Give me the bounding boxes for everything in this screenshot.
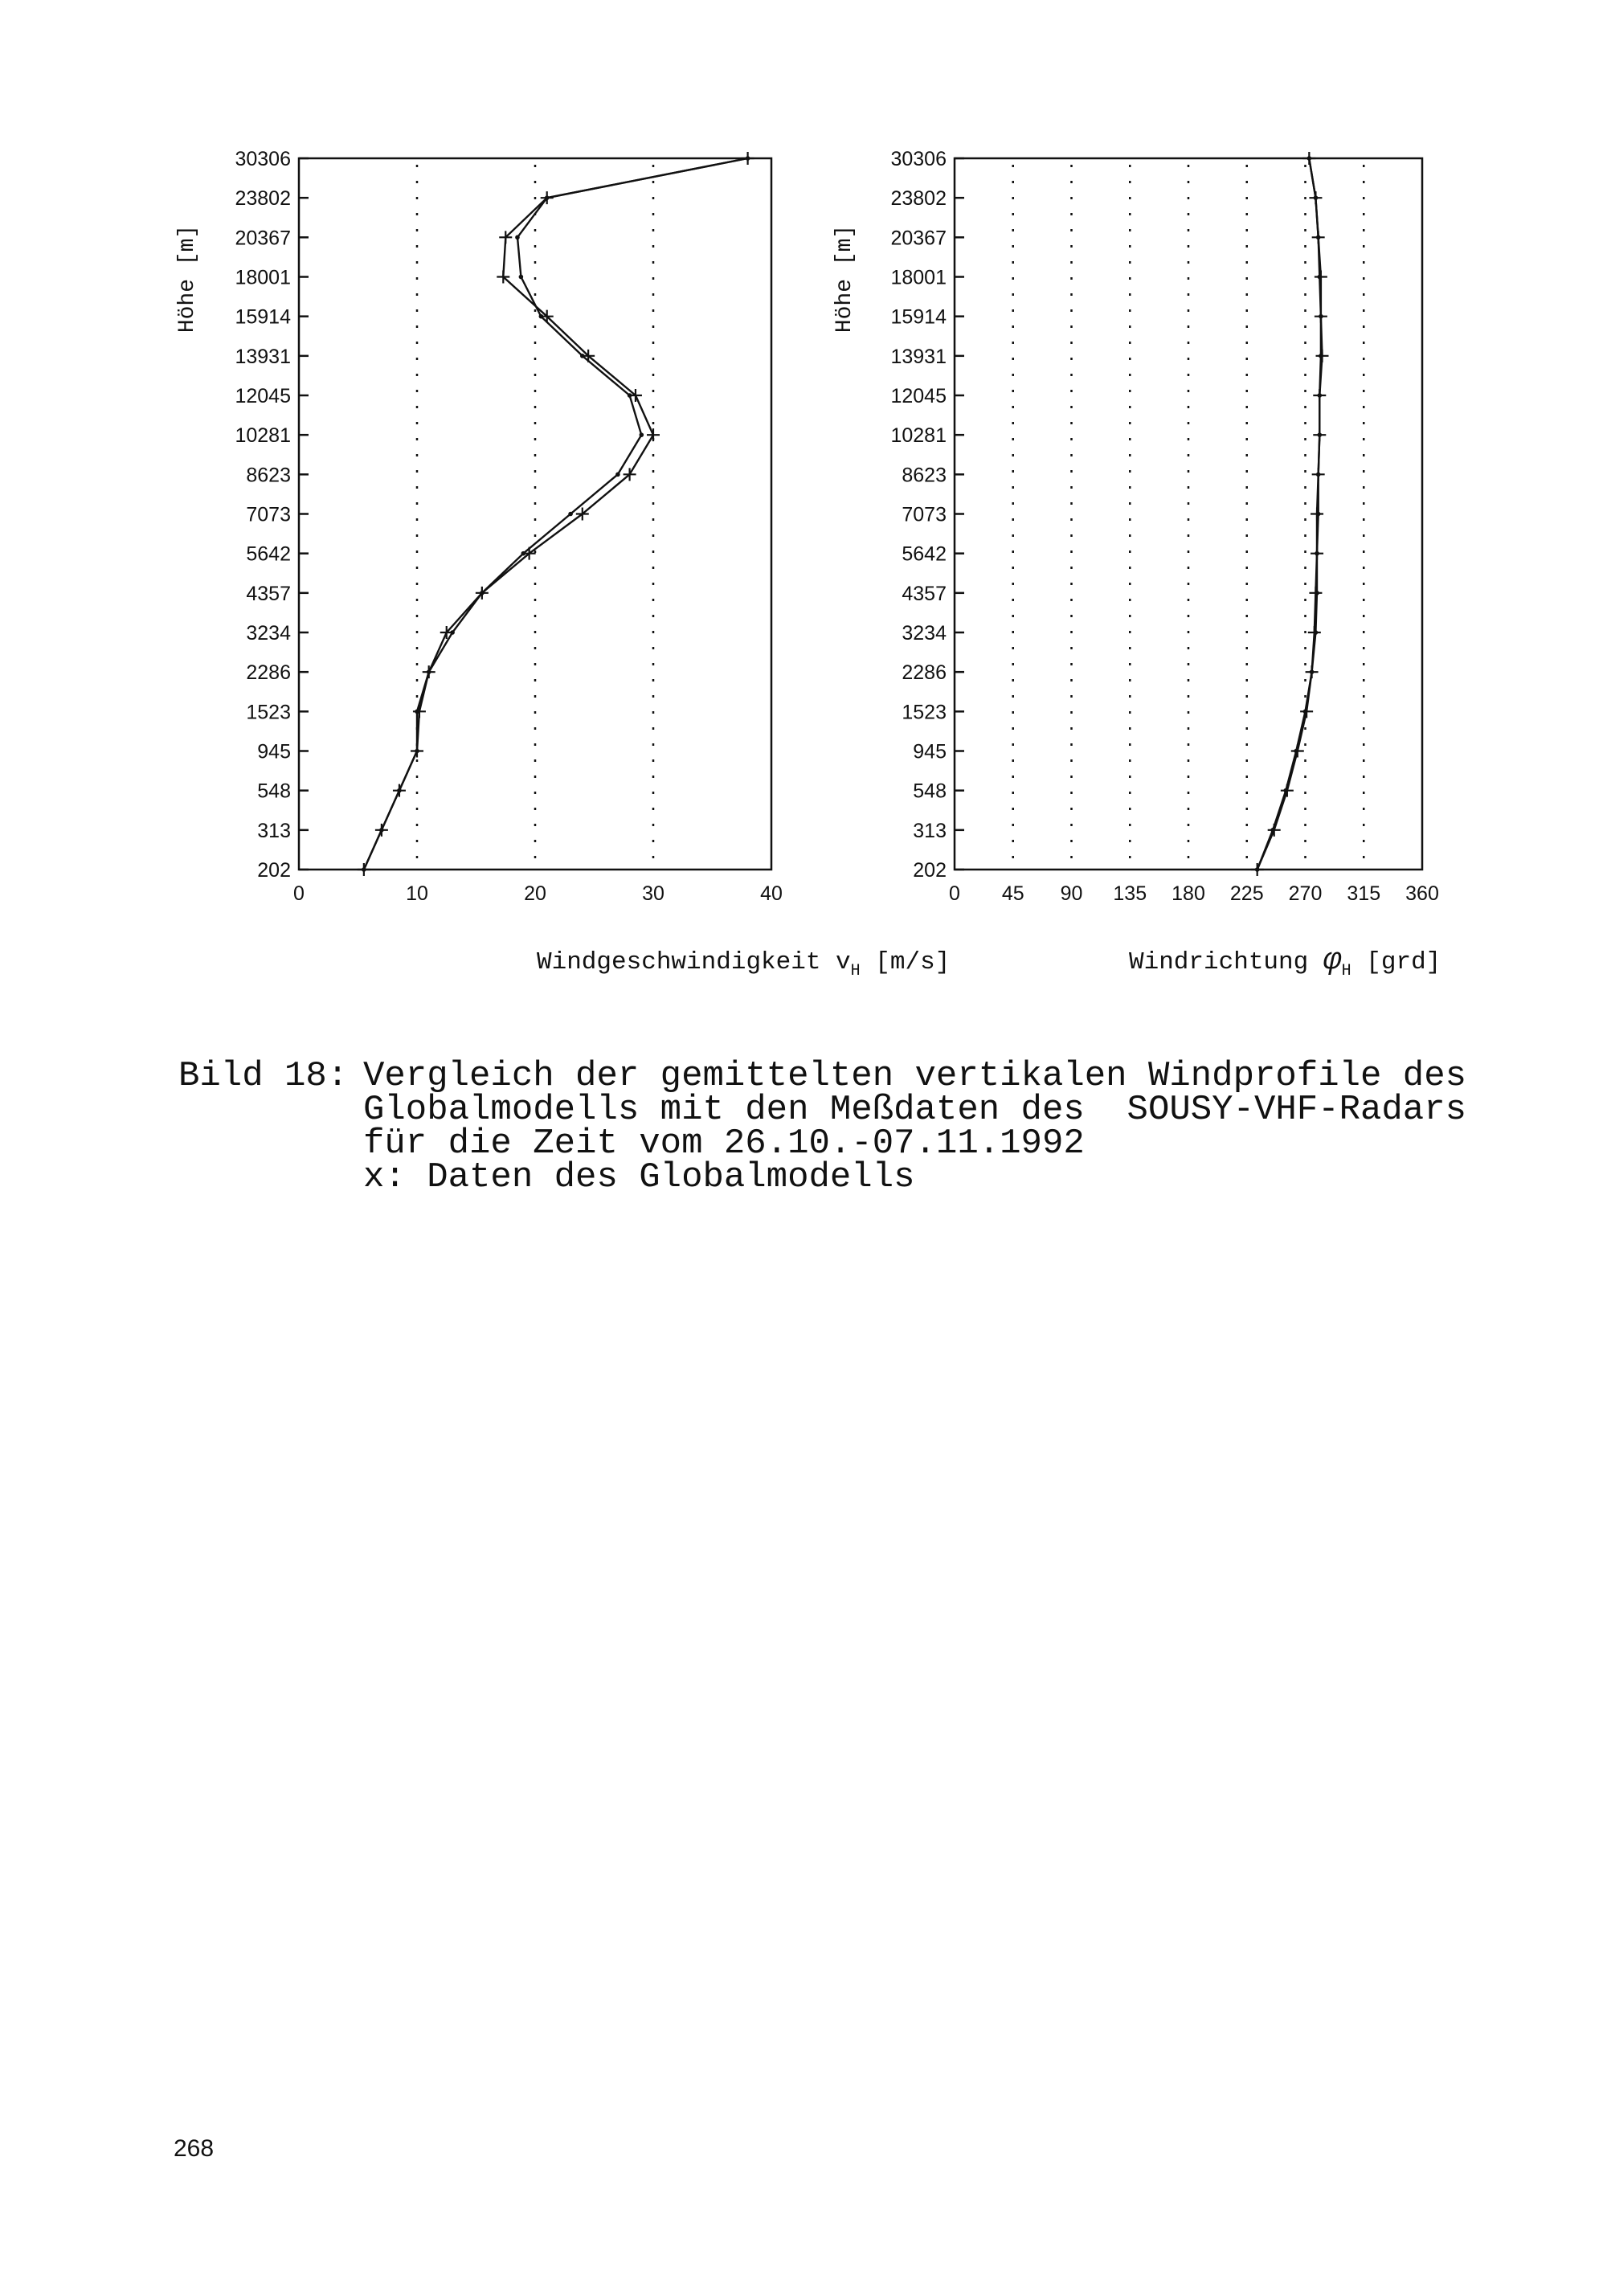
data-point-dot <box>615 473 620 477</box>
data-point-plus <box>1311 508 1323 521</box>
y-axis-title: Höhe [m] <box>832 224 857 334</box>
data-point-plus <box>1308 626 1321 639</box>
x-axis-title <box>537 948 950 980</box>
data-point-plus <box>1312 231 1325 244</box>
y-tick-label: 1523 <box>902 701 947 724</box>
data-point-plus <box>393 784 406 797</box>
data-point-plus <box>1300 705 1313 718</box>
chart-2 <box>832 148 1441 980</box>
y-tick-label: 5642 <box>246 542 291 566</box>
y-tick-label: 945 <box>913 740 947 763</box>
y-tick-label: 30306 <box>890 148 947 170</box>
y-tick-label: 8623 <box>902 464 947 487</box>
data-point-plus <box>1315 310 1327 323</box>
y-tick-label: 548 <box>257 780 291 803</box>
data-point-plus <box>1291 745 1304 758</box>
caption-line-4: x: Daten des Globalmodells <box>363 1157 915 1197</box>
y-tick-label: 2286 <box>246 661 291 685</box>
y-tick-label: 18001 <box>235 266 291 289</box>
x-axis-title-main: Windrichtung <box>1129 948 1323 976</box>
y-tick-label: 8623 <box>246 464 291 487</box>
x-tick-label: 0 <box>293 882 305 905</box>
data-point-plus <box>1268 824 1281 837</box>
y-tick-label: 10281 <box>235 424 291 448</box>
x-axis-title-unit: [grd] <box>1351 948 1441 976</box>
data-point-plus <box>1312 468 1325 481</box>
y-tick-label: 7073 <box>902 503 947 526</box>
data-point-plus <box>742 152 754 165</box>
y-tick-label: 18001 <box>890 266 947 289</box>
y-tick-label: 12045 <box>235 385 291 407</box>
data-point-plus <box>1306 665 1319 678</box>
data-point-plus <box>423 665 435 678</box>
y-tick-label: 548 <box>913 780 947 803</box>
y-tick-label: 3234 <box>246 622 291 645</box>
data-point-dot <box>519 275 524 280</box>
page-number: 268 <box>174 2135 215 2162</box>
y-tick-label: 202 <box>257 859 291 882</box>
data-point-plus <box>1251 863 1264 876</box>
data-point-plus <box>1316 350 1329 362</box>
x-tick-label: 30 <box>642 882 664 905</box>
data-point-plus <box>1311 547 1323 560</box>
data-point-plus <box>1309 191 1322 204</box>
data-point-plus <box>1315 271 1327 284</box>
y-tick-label: 1523 <box>246 701 291 724</box>
data-point-plus <box>1281 784 1294 797</box>
caption-line-2: Globalmodells mit den Meßdaten des SOUSY-VHF-Radars <box>363 1090 1467 1130</box>
data-point-dot <box>640 432 644 437</box>
data-point-plus <box>1302 152 1315 165</box>
data-point-plus <box>411 745 423 758</box>
x-tick-label: 45 <box>1001 882 1024 905</box>
data-point-plus <box>1309 587 1322 600</box>
x-tick-label: 20 <box>524 882 546 905</box>
x-axis-title-subscript: H <box>1341 962 1351 980</box>
y-tick-label: 945 <box>257 740 291 763</box>
y-tick-label: 4357 <box>246 582 291 605</box>
x-axis-title-symbol: φ <box>1323 943 1342 978</box>
x-tick-label: 360 <box>1405 882 1439 905</box>
y-tick-label: 313 <box>257 819 291 842</box>
y-tick-label: 15914 <box>890 305 947 329</box>
x-axis-title-main: Windgeschwindigkeit v <box>537 948 851 976</box>
x-tick-label: 10 <box>406 882 428 905</box>
y-tick-label: 3234 <box>902 622 947 645</box>
y-tick-label: 10281 <box>890 424 947 448</box>
y-tick-label: 23802 <box>235 187 291 211</box>
data-point-plus <box>1313 389 1326 402</box>
y-tick-label: 313 <box>913 819 947 842</box>
x-tick-label: 0 <box>949 882 960 905</box>
y-tick-label: 13931 <box>235 345 291 368</box>
y-tick-label: 13931 <box>890 345 947 368</box>
data-point-dot <box>515 235 520 240</box>
x-tick-label: 40 <box>760 882 783 905</box>
data-point-plus <box>413 705 426 718</box>
y-tick-label: 7073 <box>246 503 291 526</box>
y-tick-label: 23802 <box>890 187 947 211</box>
caption-line-1: Vergleich der gemittelten vertikalen Windprofile des <box>363 1056 1467 1096</box>
y-axis-title: Höhe [m] <box>175 224 200 334</box>
y-tick-label: 30306 <box>235 148 291 170</box>
x-tick-label: 225 <box>1229 882 1264 905</box>
x-tick-label: 90 <box>1060 882 1083 905</box>
x-tick-label: 270 <box>1288 882 1323 905</box>
x-tick-label: 180 <box>1172 882 1205 905</box>
series-line-radar <box>364 158 748 870</box>
x-tick-label: 315 <box>1347 882 1381 905</box>
series-line-globalmodell <box>364 158 748 870</box>
x-tick-label: 135 <box>1113 882 1147 905</box>
x-axis-title <box>1129 943 1441 980</box>
y-tick-label: 2286 <box>902 661 947 685</box>
x-axis-title-unit: [m/s] <box>860 948 951 976</box>
data-point-plus <box>358 863 370 876</box>
y-tick-label: 202 <box>913 859 947 882</box>
y-tick-label: 20367 <box>890 227 947 250</box>
caption-line-3: für die Zeit vom 26.10.-07.11.1992 <box>363 1123 1085 1164</box>
y-tick-label: 5642 <box>902 542 947 566</box>
y-tick-label: 20367 <box>235 227 291 250</box>
y-tick-label: 12045 <box>890 385 947 407</box>
caption-label: Bild 18: <box>178 1056 349 1096</box>
y-tick-label: 4357 <box>902 582 947 605</box>
data-point-plus <box>375 824 388 837</box>
x-axis-title-subscript: H <box>850 962 861 980</box>
figure-caption <box>178 1056 1467 1262</box>
data-point-plus <box>1313 428 1326 441</box>
plot-frame <box>299 158 771 870</box>
y-tick-label: 15914 <box>235 305 291 329</box>
data-point-plus <box>647 428 660 441</box>
data-point-dot <box>568 512 573 517</box>
plot-frame <box>955 158 1422 870</box>
